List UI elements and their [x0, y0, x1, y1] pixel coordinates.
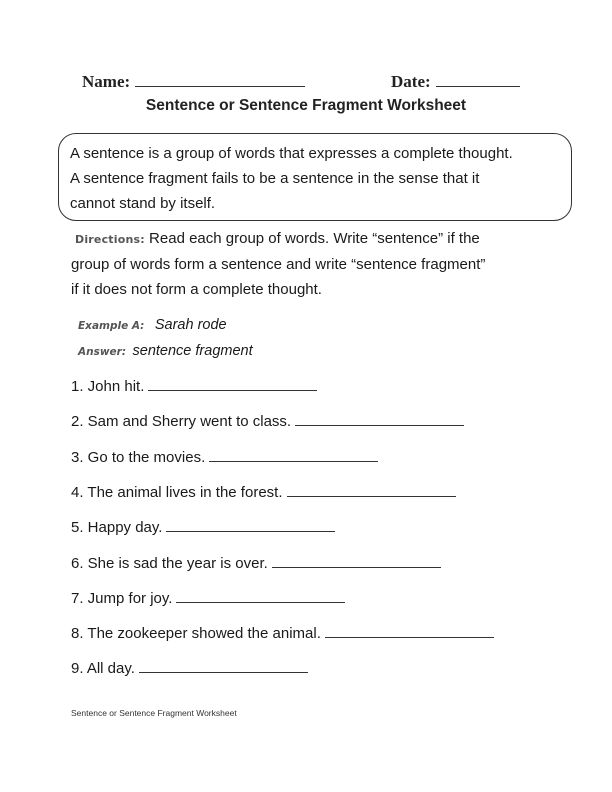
name-blank[interactable] [135, 72, 305, 87]
answer-blank[interactable] [148, 376, 317, 391]
example-label: Example A: [78, 320, 145, 332]
directions-line: group of words form a sentence and write “sentence fragment” [71, 256, 486, 273]
question-item [71, 482, 456, 501]
question-text: 9. All day. [71, 660, 135, 677]
answer-row [78, 342, 253, 360]
directions-first-line [75, 230, 480, 247]
answer-blank[interactable] [139, 658, 308, 673]
question-item [71, 411, 464, 430]
answer-blank[interactable] [176, 588, 345, 603]
answer-blank[interactable] [287, 482, 456, 497]
answer-blank[interactable] [272, 553, 441, 568]
question-item [71, 588, 345, 607]
question-text: 4. The animal lives in the forest. [71, 484, 283, 501]
page-title: Sentence or Sentence Fragment Worksheet [145, 97, 467, 114]
definition-line: A sentence fragment fails to be a sentence in the sense that it [70, 170, 480, 187]
directions-text: Read each group of words. Write “sentence” if the [149, 230, 480, 247]
directions-line: if it does not form a complete thought. [71, 281, 322, 298]
question-text: 8. The zookeeper showed the animal. [71, 625, 321, 642]
date-label: Date: [391, 72, 431, 91]
question-text: 7. Jump for joy. [71, 590, 173, 607]
question-text: 3. Go to the movies. [71, 449, 206, 466]
example-row [78, 316, 227, 334]
name-field [82, 72, 305, 92]
date-field [391, 72, 520, 92]
question-item [71, 517, 335, 536]
answer-blank[interactable] [295, 411, 464, 426]
answer-text: sentence fragment [132, 343, 253, 359]
name-label: Name: [82, 72, 131, 91]
question-text: 1. John hit. [71, 378, 145, 395]
question-item [71, 447, 378, 466]
example-text: Sarah rode [154, 317, 227, 333]
question-text: 2. Sam and Sherry went to class. [71, 413, 292, 430]
answer-blank[interactable] [166, 517, 335, 532]
question-item [71, 658, 308, 677]
answer-blank[interactable] [325, 623, 494, 638]
question-item [71, 623, 494, 642]
question-item [71, 376, 317, 395]
date-blank[interactable] [436, 72, 520, 87]
answer-label: Answer: [78, 346, 127, 358]
page-footer: Sentence or Sentence Fragment Worksheet [71, 708, 237, 718]
definition-line: A sentence is a group of words that expresses a complete thought. [70, 145, 513, 162]
question-item [71, 553, 441, 572]
directions-label: Directions: [75, 233, 145, 246]
answer-blank[interactable] [209, 447, 378, 462]
definition-line: cannot stand by itself. [70, 195, 216, 212]
question-text: 6. She is sad the year is over. [71, 555, 268, 572]
question-text: 5. Happy day. [71, 519, 163, 536]
